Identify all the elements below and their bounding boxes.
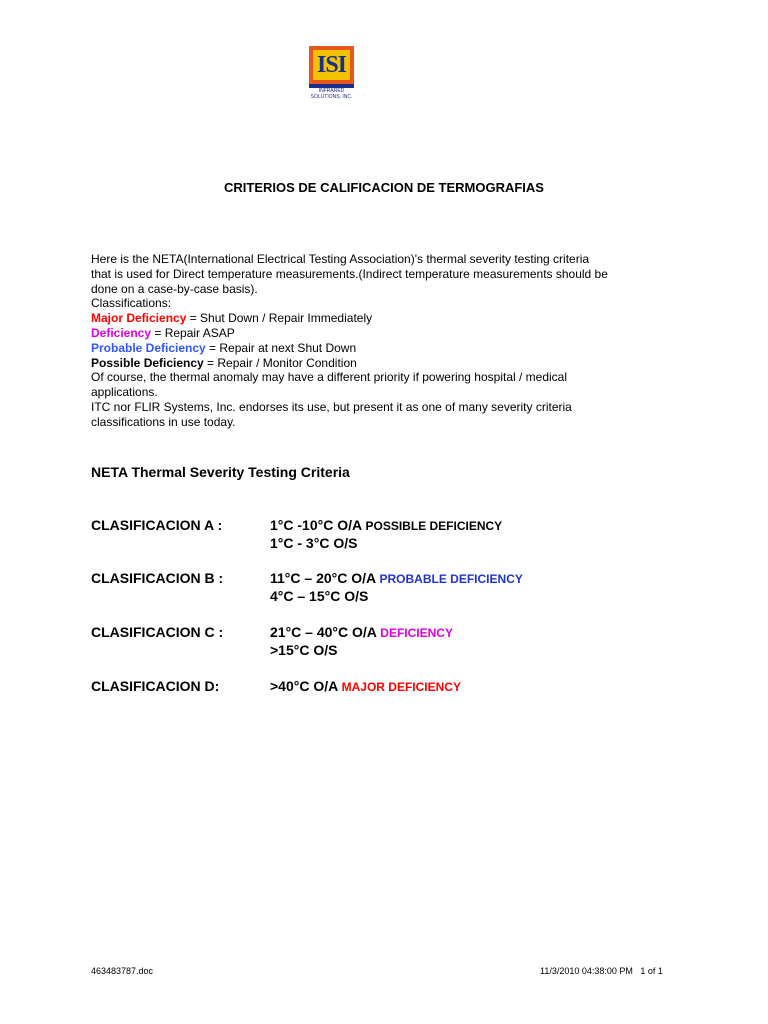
intro-line: classifications in use today. <box>91 414 236 429</box>
classification-item <box>91 341 651 356</box>
intro-line: that is used for Direct temperature measurements.(Indirect temperature measurements should be <box>91 266 608 281</box>
class-os-range: 1°C - 3°C O/S <box>270 535 358 551</box>
intro-line: done on a case-by-case basis). <box>91 281 258 296</box>
classification-item <box>91 311 651 326</box>
class-oa-range: 11°C – 20°C O/A PROBABLE DEFICIENCY <box>270 570 523 586</box>
intro-line: Here is the NETA(International Electrical Testing Association)'s thermal severity testing criteria <box>91 252 590 266</box>
class-label: CLASIFICACION B : <box>91 570 224 586</box>
classification-desc: = Repair ASAP <box>151 325 235 340</box>
classification-desc: = Shut Down / Repair Immediately <box>186 311 373 326</box>
class-severity-tag: DEFICIENCY <box>380 626 453 640</box>
classification-desc: = Repair / Monitor Condition <box>203 355 357 370</box>
intro-line: ITC nor FLIR Systems, Inc. endorses its use, but present it as one of many severity criteria <box>91 399 572 414</box>
classification-term: Major Deficiency <box>91 311 187 326</box>
class-os-range: >15°C O/S <box>270 642 338 658</box>
class-os-range: 4°C – 15°C O/S <box>270 588 369 604</box>
footer-datetime: 11/3/2010 04:38:00 PM <box>540 966 633 976</box>
footer-filename: 463483787.doc <box>91 966 154 976</box>
intro-line: Of course, the thermal anomaly may have a different priority if powering hospital / medical <box>91 370 568 385</box>
logo-mark <box>309 46 354 84</box>
classification-item <box>91 356 651 371</box>
classification-term: Probable Deficiency <box>91 340 206 355</box>
class-severity-tag: PROBABLE DEFICIENCY <box>379 572 523 586</box>
logo-subtitle-1: INFRARED <box>318 88 345 94</box>
class-oa-range: 1°C -10°C O/A POSSIBLE DEFICIENCY <box>270 517 503 533</box>
class-oa-range: >40°C O/A MAJOR DEFICIENCY <box>270 678 461 694</box>
class-label: CLASIFICACION D: <box>91 678 220 694</box>
intro-line: applications. <box>91 385 158 400</box>
logo-subtitle-2: SOLUTIONS, INC. <box>310 94 353 100</box>
class-label: CLASIFICACION C : <box>91 624 224 640</box>
section-heading: NETA Thermal Severity Testing Criteria <box>91 464 350 480</box>
classification-item <box>91 326 651 341</box>
company-logo <box>309 46 354 98</box>
classification-desc: = Repair at next Shut Down <box>205 340 357 355</box>
class-oa-range: 21°C – 40°C O/A DEFICIENCY <box>270 624 453 640</box>
intro-paragraph <box>91 252 651 430</box>
footer-page: 1 of 1 <box>640 966 663 976</box>
class-severity-tag: POSSIBLE DEFICIENCY <box>365 519 503 533</box>
classification-term: Possible Deficiency <box>91 355 204 370</box>
document-title: CRITERIOS DE CALIFICACION DE TERMOGRAFIAS <box>224 180 544 195</box>
classification-term: Deficiency <box>91 325 152 340</box>
class-label: CLASIFICACION A : <box>91 517 223 533</box>
footer-timestamp <box>540 966 663 976</box>
logo-letters: ISI <box>316 52 347 78</box>
intro-line: Classifications: <box>91 296 172 311</box>
class-severity-tag: MAJOR DEFICIENCY <box>341 680 461 694</box>
